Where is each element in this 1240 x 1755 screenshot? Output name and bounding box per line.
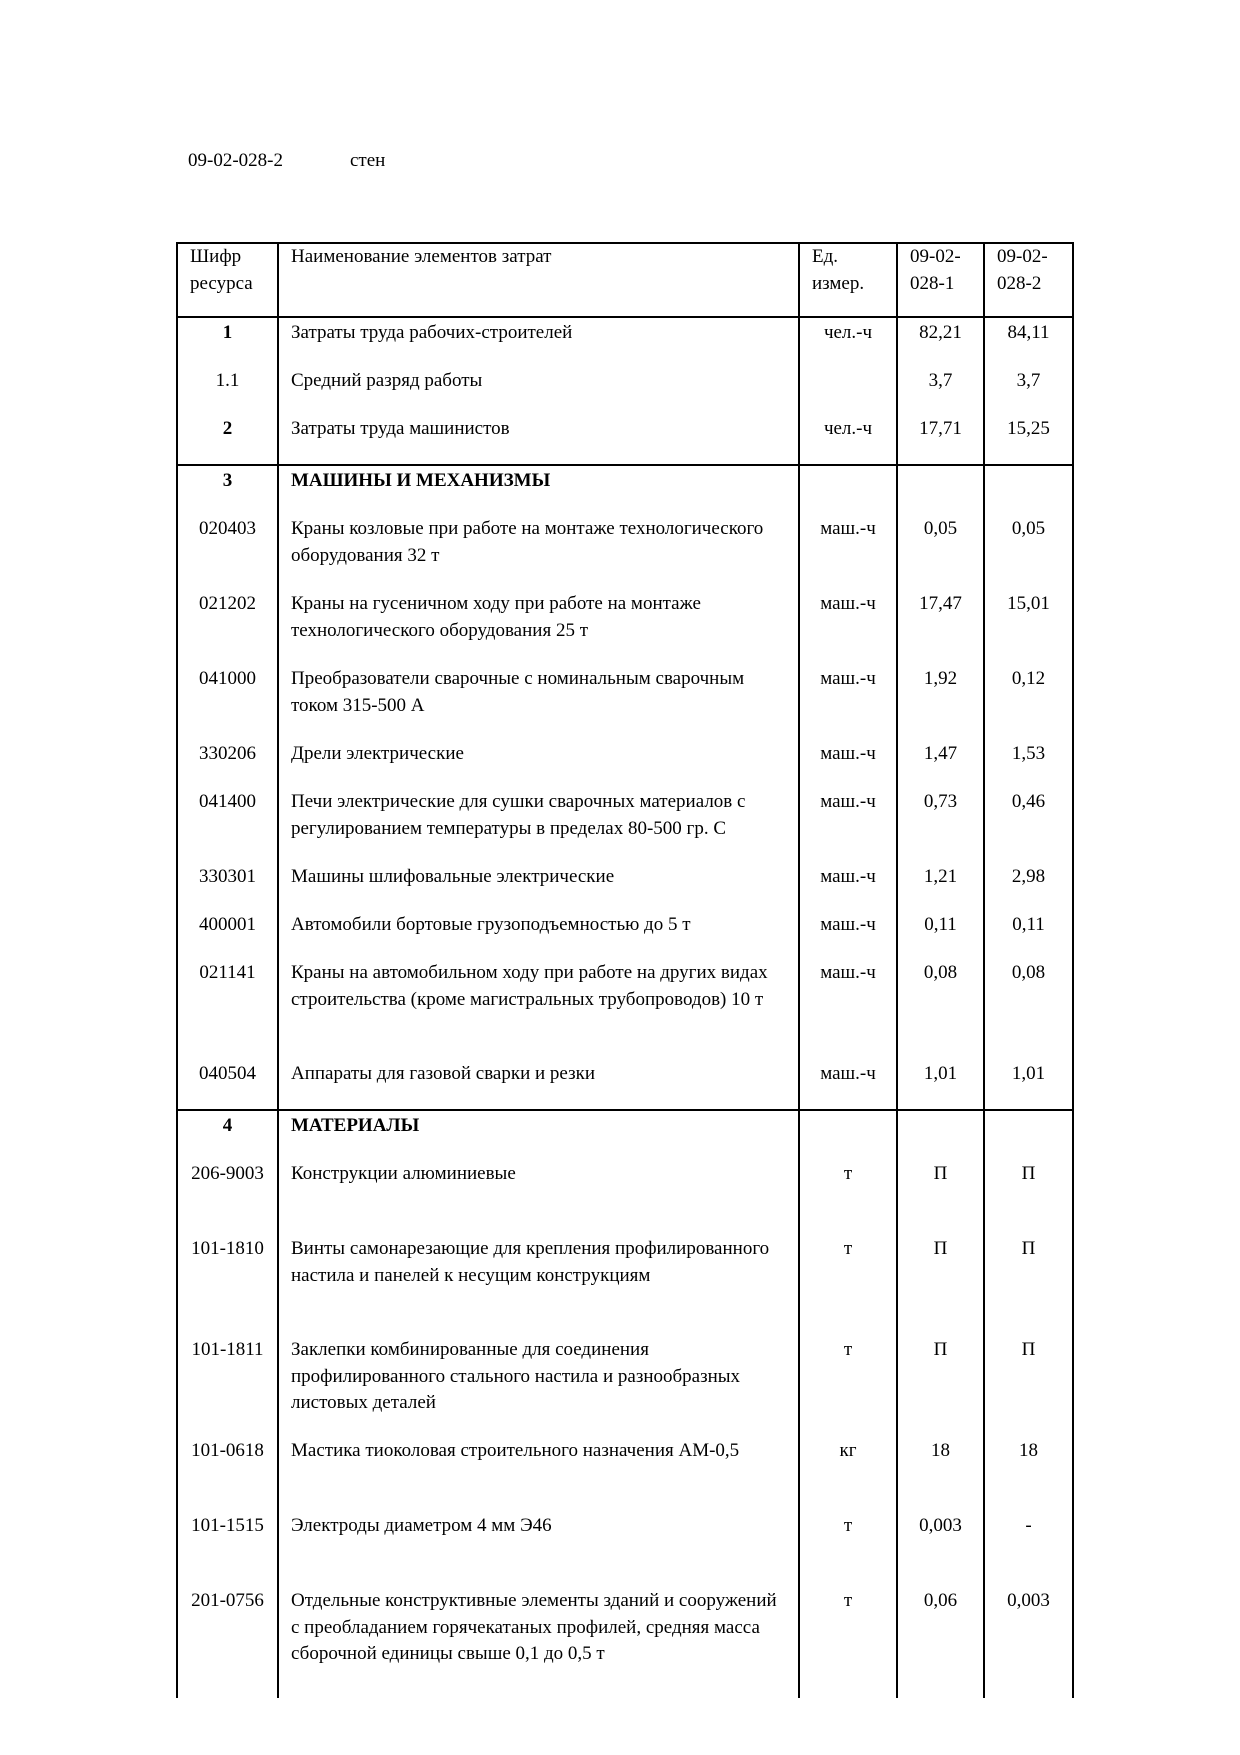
cell-name: Аппараты для газовой сварки и резки (278, 1057, 799, 1110)
table-row (177, 662, 1073, 737)
cell-name: Затраты труда машинистов (278, 412, 799, 465)
cell-name: МАШИНЫ И МЕХАНИЗМЫ (278, 465, 799, 512)
cell-name: Краны козловые при работе на монтаже технологического оборудования 32 т (278, 512, 799, 587)
cell-name: Заклепки комбинированные для соединения профилированного стального настила и разнообразных листовых деталей (278, 1333, 799, 1434)
table-row (177, 465, 1073, 512)
cell-name: Печи электрические для сушки сварочных материалов с регулированием температуры в пределах 80-500 гр. С (278, 785, 799, 860)
table-row (177, 1232, 1073, 1333)
table-row (177, 956, 1073, 1057)
cell-value-09-02-028-1: 18 (897, 1434, 984, 1509)
cell-unit: т (799, 1232, 897, 1333)
cell-name: МАТЕРИАЛЫ (278, 1110, 799, 1157)
col-header-v1: 09-02-028-1 (897, 243, 984, 317)
cell-code: 3 (177, 465, 278, 512)
cell-code: 206-9003 (177, 1157, 278, 1232)
cell-name: Винты самонарезающие для крепления профилированного настила и панелей к несущим конструкциям (278, 1232, 799, 1333)
table-row (177, 1434, 1073, 1509)
cell-value-09-02-028-2: 84,11 (984, 317, 1073, 364)
table-header-row (177, 243, 1073, 317)
cell-unit (799, 465, 897, 512)
cell-unit (799, 364, 897, 412)
cell-value-09-02-028-2: 0,11 (984, 908, 1073, 956)
cell-value-09-02-028-2: 1,53 (984, 737, 1073, 785)
cell-code: 201-0756 (177, 1584, 278, 1698)
cell-value-09-02-028-2: 2,98 (984, 860, 1073, 908)
cell-unit: маш.-ч (799, 908, 897, 956)
cell-code: 101-1515 (177, 1509, 278, 1584)
resource-table (176, 242, 1074, 1698)
cell-value-09-02-028-1: 0,003 (897, 1509, 984, 1584)
col-header-name: Наименование элементов затрат (278, 243, 799, 317)
cell-unit: маш.-ч (799, 587, 897, 662)
cell-unit: маш.-ч (799, 512, 897, 587)
cell-name: Автомобили бортовые грузоподъемностью до 5 т (278, 908, 799, 956)
cell-unit: маш.-ч (799, 1057, 897, 1110)
cell-value-09-02-028-2: 0,12 (984, 662, 1073, 737)
cell-value-09-02-028-1: П (897, 1157, 984, 1232)
cell-name: Конструкции алюминиевые (278, 1157, 799, 1232)
cell-value-09-02-028-2 (984, 1110, 1073, 1157)
col-header-code: Шифр ресурса (177, 243, 278, 317)
cell-value-09-02-028-2: 0,003 (984, 1584, 1073, 1698)
table-row (177, 785, 1073, 860)
cell-value-09-02-028-2 (984, 465, 1073, 512)
cell-value-09-02-028-2: П (984, 1232, 1073, 1333)
cell-name: Мастика тиоколовая строительного назначения АМ-0,5 (278, 1434, 799, 1509)
cell-unit: т (799, 1509, 897, 1584)
cell-unit: т (799, 1157, 897, 1232)
cell-unit: чел.-ч (799, 317, 897, 364)
cell-unit (799, 1110, 897, 1157)
cell-value-09-02-028-1 (897, 1110, 984, 1157)
table-row (177, 317, 1073, 364)
cell-code: 2 (177, 412, 278, 465)
cell-value-09-02-028-1: 0,08 (897, 956, 984, 1057)
cell-name: Средний разряд работы (278, 364, 799, 412)
cell-code: 4 (177, 1110, 278, 1157)
table-row (177, 412, 1073, 465)
table-row (177, 1333, 1073, 1434)
cell-name: Краны на автомобильном ходу при работе на других видах строительства (кроме магистральных трубопроводов) 10 т (278, 956, 799, 1057)
header-code: 09-02-028-2 (188, 150, 283, 171)
document-header (188, 149, 385, 173)
cell-value-09-02-028-2: 15,25 (984, 412, 1073, 465)
cell-code: 021202 (177, 587, 278, 662)
cell-unit: т (799, 1333, 897, 1434)
cell-unit: маш.-ч (799, 785, 897, 860)
cell-value-09-02-028-2: 0,08 (984, 956, 1073, 1057)
table-row (177, 860, 1073, 908)
table-row (177, 1584, 1073, 1698)
table-row (177, 587, 1073, 662)
cell-code: 020403 (177, 512, 278, 587)
cell-value-09-02-028-1: 0,11 (897, 908, 984, 956)
cell-code: 101-1811 (177, 1333, 278, 1434)
cell-value-09-02-028-2: - (984, 1509, 1073, 1584)
cell-name: Дрели электрические (278, 737, 799, 785)
cell-value-09-02-028-1: П (897, 1232, 984, 1333)
cell-value-09-02-028-1: 0,05 (897, 512, 984, 587)
cell-value-09-02-028-1: 1,92 (897, 662, 984, 737)
cell-name: Машины шлифовальные электрические (278, 860, 799, 908)
table-row (177, 1157, 1073, 1232)
table-row (177, 512, 1073, 587)
cell-code: 1 (177, 317, 278, 364)
col-header-v2: 09-02-028-2 (984, 243, 1073, 317)
cell-value-09-02-028-2: П (984, 1157, 1073, 1232)
cell-code: 101-1810 (177, 1232, 278, 1333)
cell-value-09-02-028-1: 17,47 (897, 587, 984, 662)
cell-value-09-02-028-1: 82,21 (897, 317, 984, 364)
cell-code: 330206 (177, 737, 278, 785)
cell-code: 400001 (177, 908, 278, 956)
table-row (177, 364, 1073, 412)
cell-value-09-02-028-1: 0,06 (897, 1584, 984, 1698)
cell-value-09-02-028-1: П (897, 1333, 984, 1434)
cell-value-09-02-028-2: П (984, 1333, 1073, 1434)
col-header-unit: Ед. измер. (799, 243, 897, 317)
cell-value-09-02-028-1: 1,21 (897, 860, 984, 908)
cell-name: Отдельные конструктивные элементы зданий и сооружений с преобладанием горячекатаных профилей, средняя масса сборочной единицы свыше 0,1 до 0,5 т (278, 1584, 799, 1698)
cell-name: Преобразователи сварочные с номинальным сварочным током 315-500 А (278, 662, 799, 737)
table-row (177, 908, 1073, 956)
cell-name: Краны на гусеничном ходу при работе на монтаже технологического оборудования 25 т (278, 587, 799, 662)
cell-value-09-02-028-1: 0,73 (897, 785, 984, 860)
header-text: стен (350, 150, 386, 171)
cell-unit: маш.-ч (799, 662, 897, 737)
cell-unit: т (799, 1584, 897, 1698)
cell-value-09-02-028-2: 1,01 (984, 1057, 1073, 1110)
table-row (177, 1057, 1073, 1110)
cell-value-09-02-028-1 (897, 465, 984, 512)
cell-code: 330301 (177, 860, 278, 908)
cell-value-09-02-028-2: 15,01 (984, 587, 1073, 662)
cell-code: 021141 (177, 956, 278, 1057)
cell-name: Электроды диаметром 4 мм Э46 (278, 1509, 799, 1584)
cell-unit: маш.-ч (799, 956, 897, 1057)
cell-code: 1.1 (177, 364, 278, 412)
cell-code: 101-0618 (177, 1434, 278, 1509)
cell-unit: чел.-ч (799, 412, 897, 465)
table-row (177, 1110, 1073, 1157)
cell-code: 040504 (177, 1057, 278, 1110)
cell-value-09-02-028-1: 17,71 (897, 412, 984, 465)
cell-code: 041000 (177, 662, 278, 737)
cell-code: 041400 (177, 785, 278, 860)
table-row (177, 737, 1073, 785)
cell-value-09-02-028-2: 0,05 (984, 512, 1073, 587)
cell-value-09-02-028-2: 3,7 (984, 364, 1073, 412)
cell-unit: маш.-ч (799, 860, 897, 908)
cell-unit: маш.-ч (799, 737, 897, 785)
cell-value-09-02-028-2: 0,46 (984, 785, 1073, 860)
cell-unit: кг (799, 1434, 897, 1509)
cell-value-09-02-028-2: 18 (984, 1434, 1073, 1509)
cell-value-09-02-028-1: 3,7 (897, 364, 984, 412)
cell-name: Затраты труда рабочих-строителей (278, 317, 799, 364)
table-row (177, 1509, 1073, 1584)
cell-value-09-02-028-1: 1,47 (897, 737, 984, 785)
cell-value-09-02-028-1: 1,01 (897, 1057, 984, 1110)
